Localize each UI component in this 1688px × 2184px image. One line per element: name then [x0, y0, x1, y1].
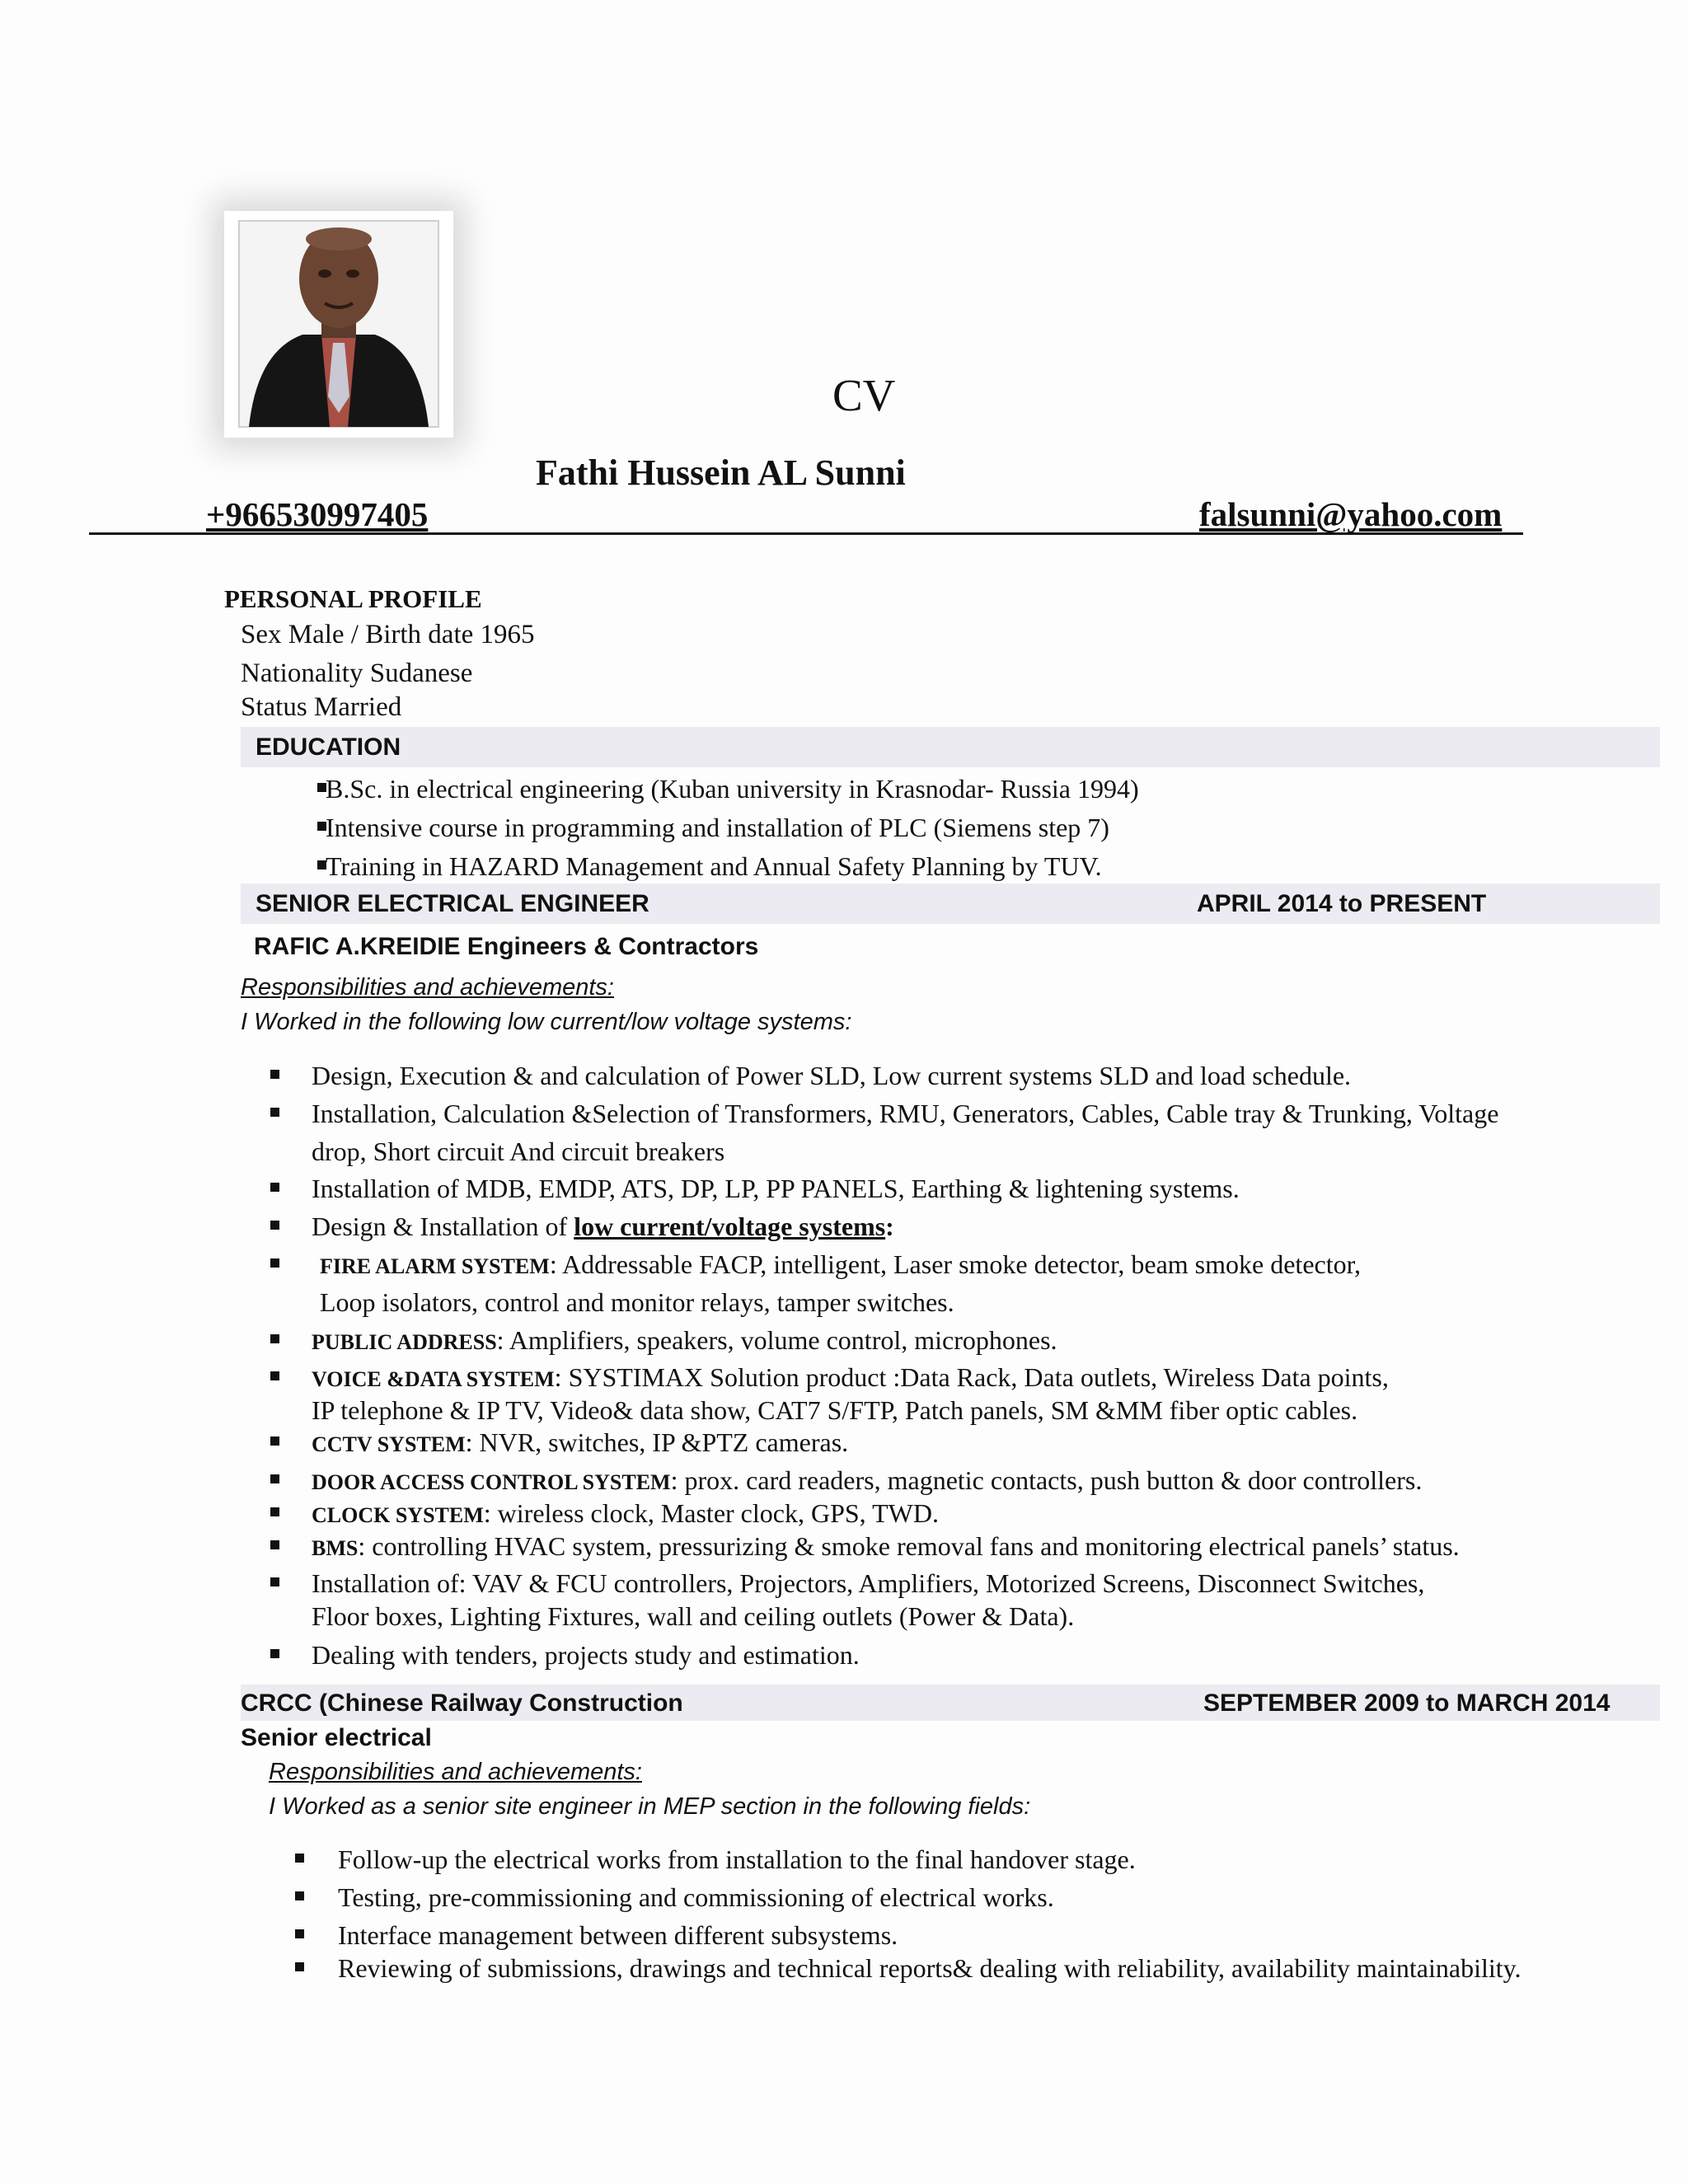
education-item: B.Sc. in electrical engineering (Kuban university in Krasnodar- Russia 1994): [326, 774, 1139, 804]
system-description: : prox. card readers, magnetic contacts, push button & door controllers.: [670, 1465, 1423, 1495]
list-item: [270, 1058, 1655, 1093]
list-item: [317, 810, 1636, 845]
bullet-text-prefix: Design & Installation of: [312, 1212, 574, 1241]
bullet-text: [312, 1529, 1460, 1566]
bullet-text: [312, 1209, 894, 1244]
system-label: FIRE ALARM SYSTEM: [320, 1254, 550, 1278]
job2-company: CRCC (Chinese Railway Construction: [241, 1690, 683, 1717]
list-item: [270, 1247, 1655, 1319]
bullet-icon: [270, 1334, 279, 1343]
list-item: [295, 1951, 1663, 1985]
bullet-text: Installation of: VAV & FCU controllers, Projectors, Amplifiers, Motorized Screens, Disconnect Switches,: [312, 1568, 1425, 1598]
job1-period: APRIL 2014 to PRESENT: [1197, 890, 1487, 917]
job2-period: SEPTEMBER 2009 to MARCH 2014: [1203, 1690, 1611, 1717]
list-item: [270, 1096, 1655, 1169]
job1-bar: [241, 883, 1660, 924]
system-description: : Amplifiers, speakers, volume control, microphones.: [496, 1325, 1057, 1355]
bullet-text: Design, Execution & and calculation of Power SLD, Low current systems SLD and load schedule.: [312, 1061, 1352, 1090]
bullet-icon: [270, 1507, 279, 1516]
bullet-icon: [270, 1474, 279, 1483]
system-description: : NVR, switches, IP &PTZ cameras.: [465, 1427, 849, 1457]
email-link[interactable]: falsunni@yahoo.com: [1199, 495, 1503, 533]
bullet-icon: [270, 1577, 279, 1586]
page-title: CV: [832, 370, 896, 420]
bullet-text: Testing, pre-commissioning and commissioning of electrical works.: [338, 1882, 1054, 1912]
job1-title: SENIOR ELECTRICAL ENGINEER: [256, 890, 649, 917]
list-item: [270, 1171, 1655, 1206]
system-description: : SYSTIMAX Solution product :Data Rack, Data outlets, Wireless Data points,: [554, 1362, 1389, 1392]
bullet-text: [320, 1247, 1361, 1284]
education-item: Training in HAZARD Management and Annual Safety Planning by TUV.: [326, 851, 1102, 881]
education-bar: [241, 727, 1660, 767]
education-heading: EDUCATION: [256, 733, 401, 761]
profile-photo: [224, 211, 453, 438]
sex-birthdate: Sex Male / Birth date 1965: [241, 620, 535, 649]
list-item: [270, 1360, 1655, 1429]
list-item: [270, 1638, 1655, 1672]
list-item: [295, 1880, 1663, 1915]
bullet-icon: [270, 1258, 279, 1268]
education-item: Intensive course in programming and installation of PLC (Siemens step 7): [326, 813, 1109, 842]
bullet-icon: [295, 1962, 304, 1971]
list-item: [270, 1463, 1655, 1497]
system-label: DOOR ACCESS CONTROL SYSTEM: [312, 1470, 671, 1494]
marital-status: Status Married: [241, 692, 402, 722]
bullet-text: Installation of MDB, EMDP, ATS, DP, LP, PP PANELS, Earthing & lightening systems.: [312, 1174, 1240, 1203]
list-item: [270, 1529, 1655, 1563]
bullet-text: drop, Short circuit And circuit breakers: [312, 1137, 725, 1166]
job1-responsibilities-heading: Responsibilities and achievements:: [241, 974, 614, 1001]
bullet-text-colon: :: [885, 1212, 894, 1241]
job2-responsibilities-heading: Responsibilities and achievements:: [269, 1759, 642, 1785]
bullet-text: [312, 1425, 848, 1462]
bullet-icon: [295, 1891, 304, 1900]
bullet-text: [312, 1496, 939, 1533]
job1-company: RAFIC A.KREIDIE Engineers & Contractors: [254, 933, 759, 960]
person-portrait-icon: [224, 211, 453, 438]
bullet-icon: [295, 1854, 304, 1863]
list-item: [270, 1425, 1655, 1460]
bullet-icon: [270, 1221, 279, 1230]
list-item: [295, 1918, 1663, 1952]
bullet-text: Reviewing of submissions, drawings and technical reports& dealing with reliability, availability maintainability.: [338, 1953, 1522, 1983]
bullet-text: Loop isolators, control and monitor relays, tamper switches.: [320, 1287, 954, 1317]
job2-bar: [241, 1685, 1660, 1721]
bullet-text: Follow-up the electrical works from installation to the final handover stage.: [338, 1844, 1136, 1874]
job1-intro: I Worked in the following low current/low voltage systems:: [241, 1009, 852, 1035]
bullet-icon: [270, 1436, 279, 1446]
bullet-icon: [270, 1649, 279, 1658]
list-item: [270, 1323, 1655, 1357]
bullet-text: [312, 1360, 1389, 1397]
system-label: CLOCK SYSTEM: [312, 1503, 484, 1527]
system-label: VOICE &DATA SYSTEM: [312, 1367, 555, 1391]
bullet-icon: [270, 1108, 279, 1117]
bullet-icon: [270, 1183, 279, 1192]
list-item: [270, 1209, 1655, 1244]
bullet-icon: [270, 1371, 279, 1380]
list-item: [270, 1566, 1655, 1635]
phone-number[interactable]: +966530997405: [206, 495, 429, 533]
system-description: : Addressable FACP, intelligent, Laser smoke detector, beam smoke detector,: [549, 1249, 1361, 1279]
system-label: CCTV SYSTEM: [312, 1432, 466, 1456]
system-label: PUBLIC ADDRESS: [312, 1330, 497, 1354]
job2-role: Senior electrical: [241, 1724, 432, 1751]
list-item: [295, 1842, 1663, 1877]
system-description: : wireless clock, Master clock, GPS, TWD.: [483, 1498, 939, 1528]
applicant-name: Fathi Hussein AL Sunni: [536, 452, 906, 493]
nationality: Nationality Sudanese: [241, 658, 473, 688]
bullet-icon: [295, 1929, 304, 1938]
bullet-icon: [270, 1540, 279, 1549]
personal-profile-heading: PERSONAL PROFILE: [224, 584, 482, 613]
bullet-text: Dealing with tenders, projects study and estimation.: [312, 1640, 860, 1670]
bullet-text: Installation, Calculation &Selection of Transformers, RMU, Generators, Cables, Cable tray & Trunking, Voltage: [312, 1099, 1499, 1128]
list-item: [317, 771, 1636, 806]
bullet-text: Floor boxes, Lighting Fixtures, wall and ceiling outlets (Power & Data).: [312, 1601, 1075, 1631]
job2-intro: I Worked as a senior site engineer in MEP section in the following fields:: [269, 1793, 1031, 1820]
bullet-icon: [270, 1070, 279, 1079]
low-current-link: low current/voltage systems: [574, 1212, 886, 1241]
bullet-text: [312, 1323, 1057, 1360]
system-description: : controlling HVAC system, pressurizing & smoke removal fans and monitoring electrical panels’ status.: [358, 1531, 1460, 1561]
bullet-text: IP telephone & IP TV, Video& data show, CAT7 S/FTP, Patch panels, SM &MM fiber optic cables.: [312, 1395, 1358, 1425]
list-item: [270, 1496, 1655, 1530]
bullet-text: [312, 1463, 1422, 1500]
bullet-text: Interface management between different subsystems.: [338, 1920, 898, 1950]
list-item: [317, 849, 1636, 883]
system-label: BMS: [312, 1536, 359, 1560]
